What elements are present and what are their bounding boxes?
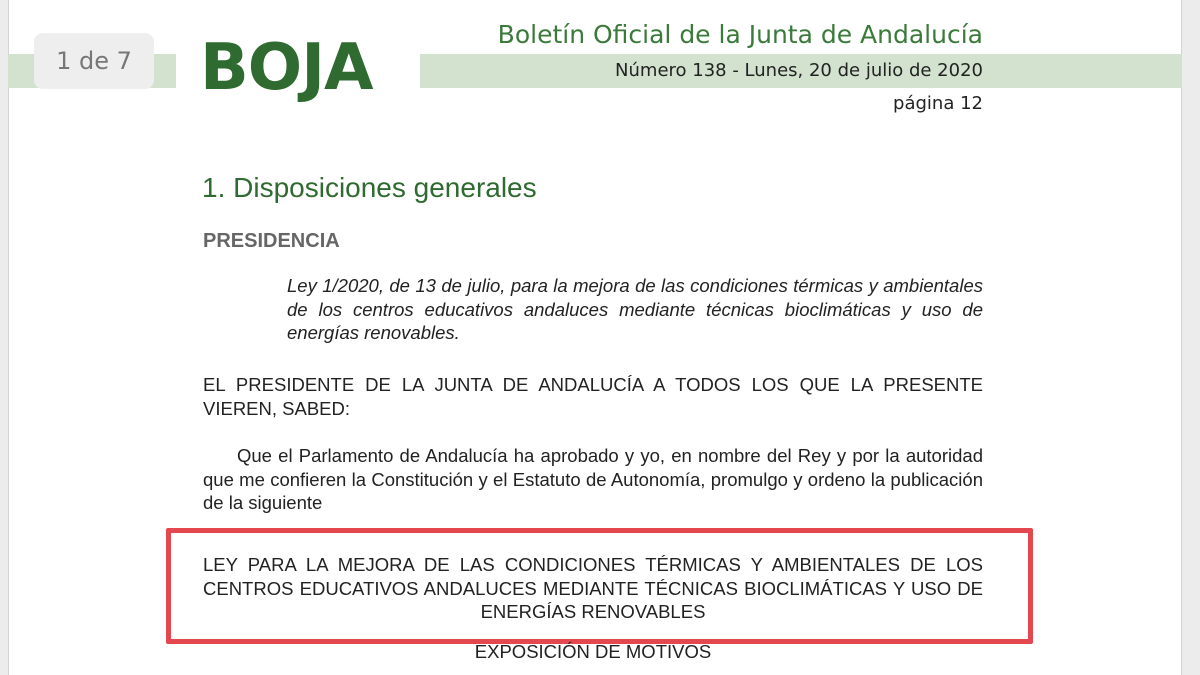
page-number: página 12 [893, 93, 983, 114]
law-summary: Ley 1/2020, de 13 de julio, para la mejora de las condiciones térmicas y ambientales de los centros educativos andaluces mediante técnicas bioclimáticas y uso de energías renovables. [287, 275, 983, 343]
page-counter-badge[interactable]: 1 de 7 [34, 33, 154, 89]
promulgation-paragraph: Que el Parlamento de Andalucía ha aprobado y yo, en nombre del Rey y por la autoridad que me confieren la Constitución y el Estatuto de Autonomía, promulgo y ordeno la publicación de la siguiente [203, 445, 983, 513]
section-title: 1. Disposiciones generales [202, 172, 537, 203]
issue-number-date: Número 138 - Lunes, 20 de julio de 2020 [615, 60, 983, 81]
bulletin-title: Boletín Oficial de la Junta de Andalucía [497, 20, 983, 49]
boja-logo: BOJA [200, 31, 373, 105]
viewer-left-edge [0, 0, 9, 675]
exposition-heading: EXPOSICIÓN DE MOTIVOS [474, 641, 712, 662]
organism-heading: PRESIDENCIA [203, 230, 340, 252]
viewer-scrollbar[interactable] [1181, 0, 1200, 675]
law-title: LEY PARA LA MEJORA DE LAS CONDICIONES TÉRMICAS Y AMBIENTALES DE LOS CENTROS EDUCATIVOS ANDALUCES MEDIANTE TÉCNICAS BIOCLIMÁTICAS Y USO DE ENERGÍAS RENOVABLES [203, 554, 983, 622]
proclamation-text: EL PRESIDENTE DE LA JUNTA DE ANDALUCÍA A TODOS LOS QUE LA PRESENTE VIEREN, SABED: [203, 374, 983, 419]
